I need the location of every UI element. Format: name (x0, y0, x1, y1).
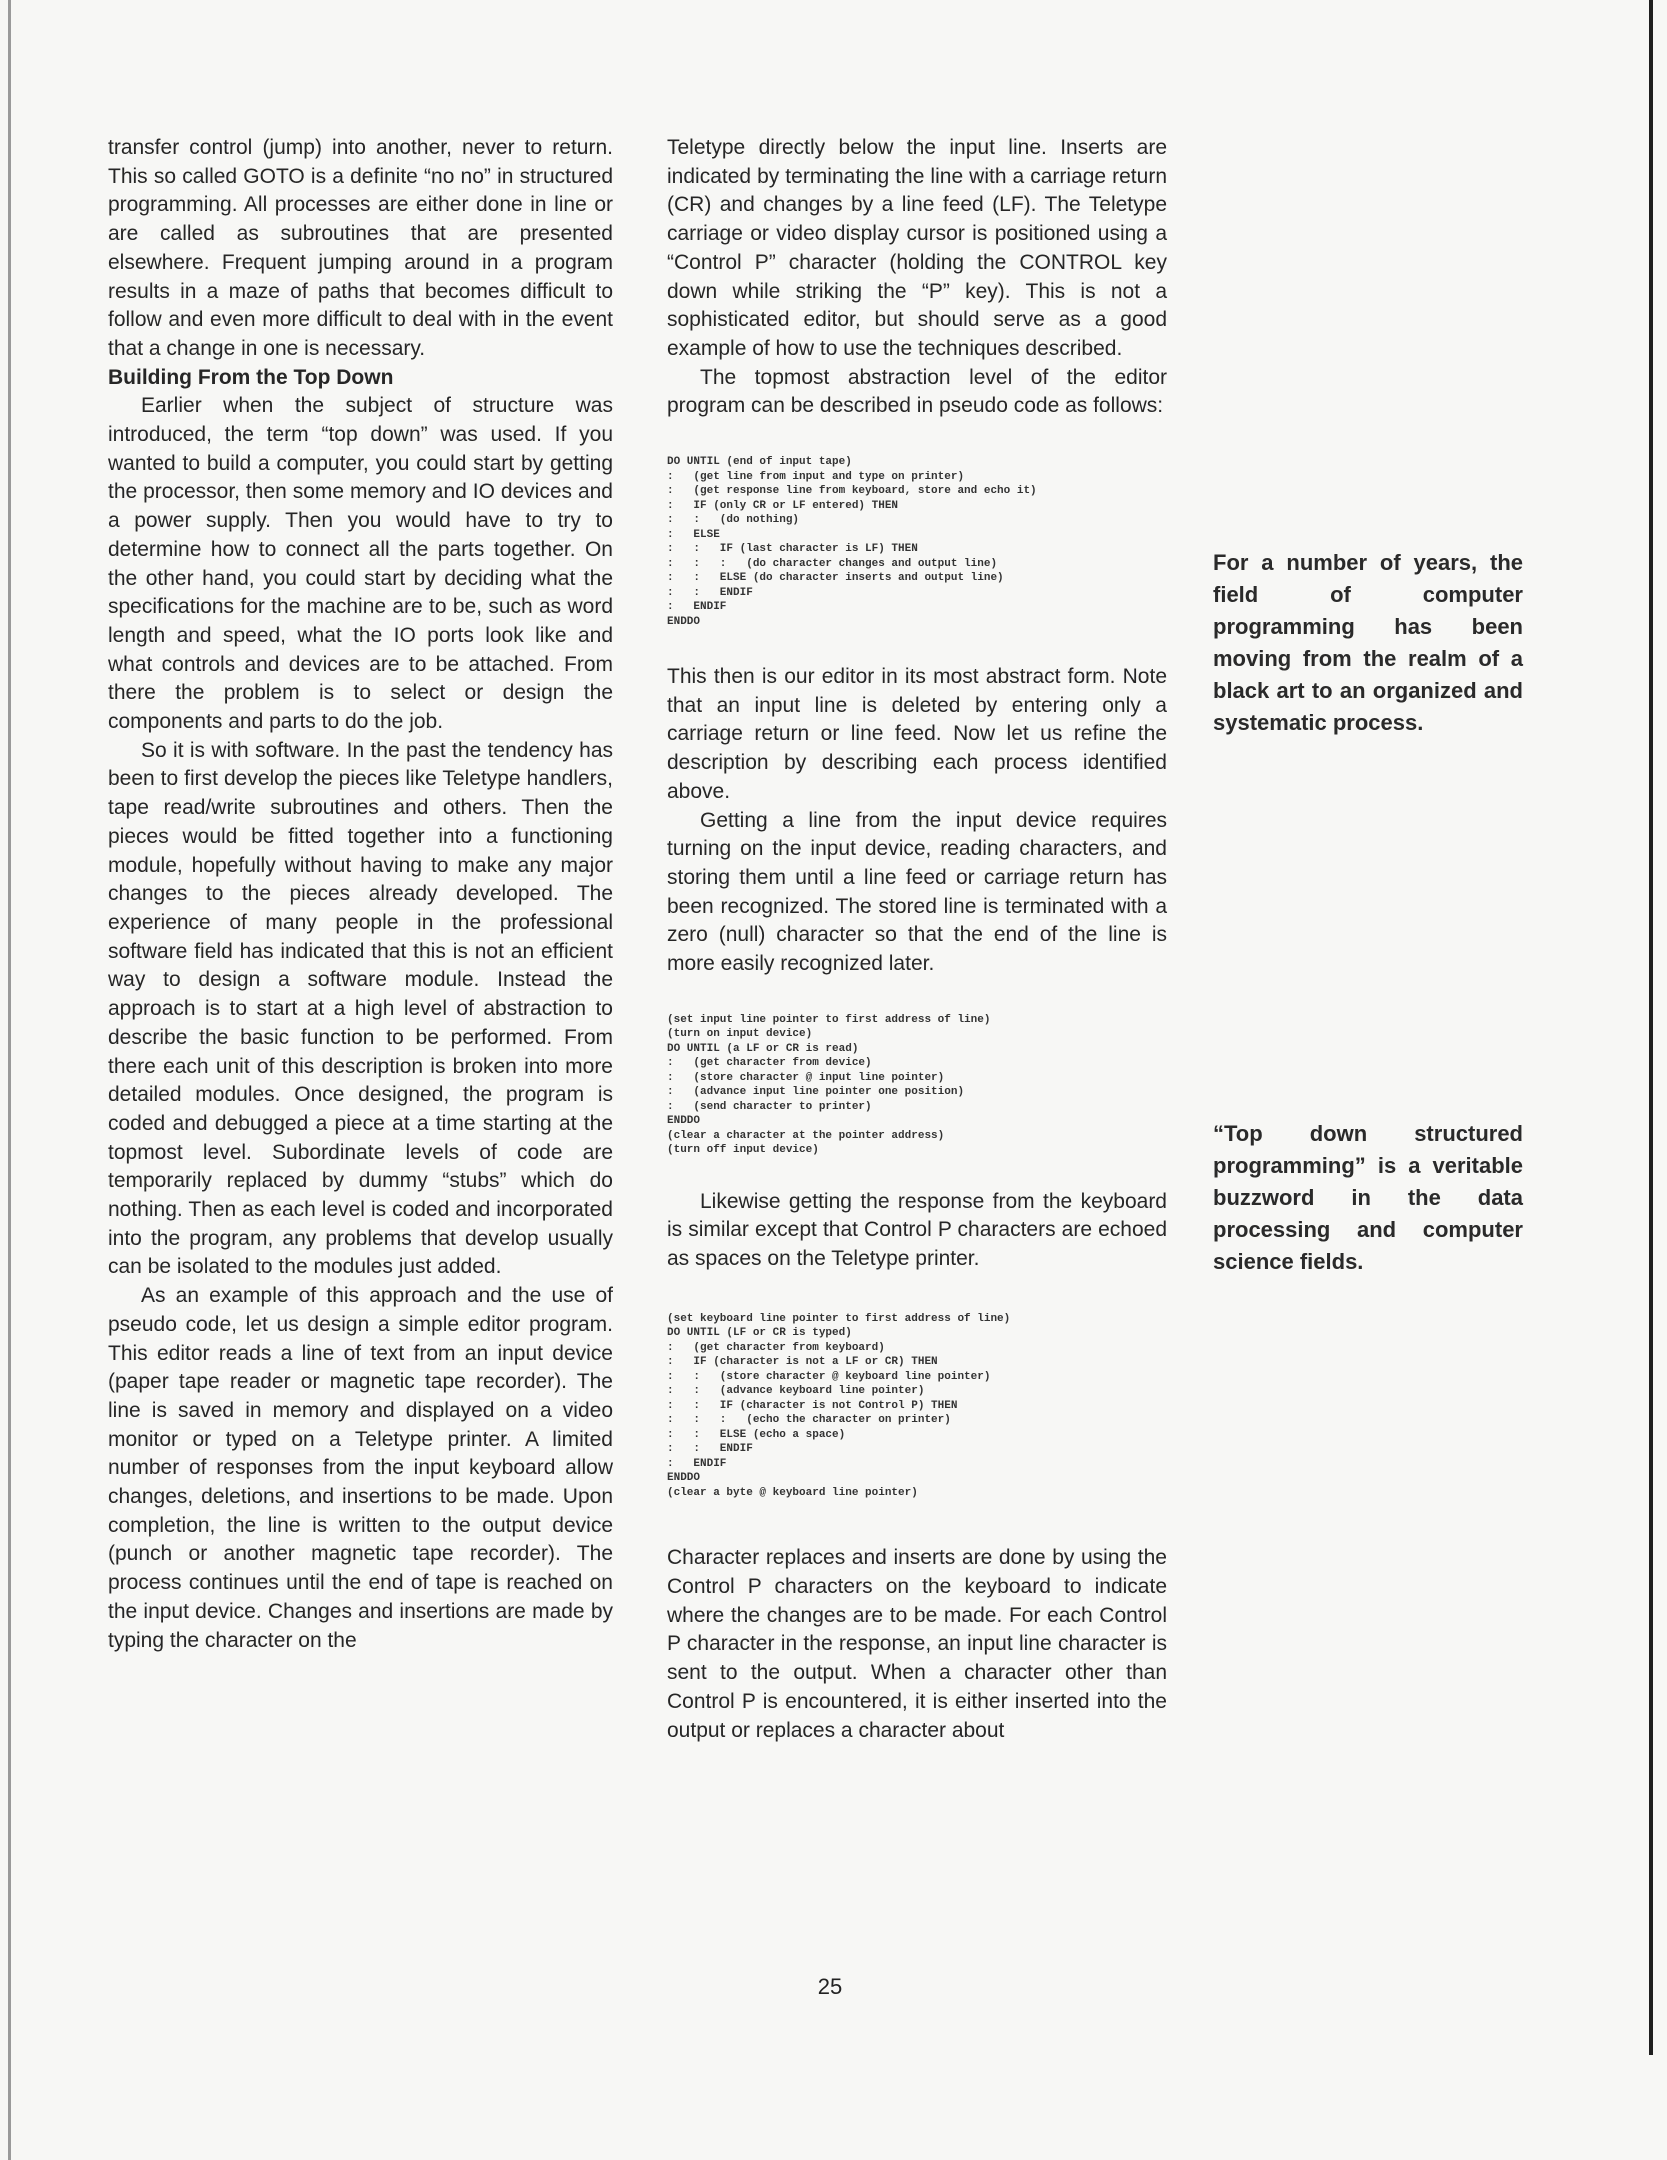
paragraph: transfer control (jump) into another, never to return. This so called GOTO is a definite “no no” in structured programming. All processes are either done in line or are called as subroutines that are presented elsewhere. Frequent jumping around in a program results in a maze of paths that becomes difficult to follow and even more difficult to deal with in the event that a change in one is necessary. (108, 136, 613, 360)
paragraph: Likewise getting the response from the keyboard is similar except that Control P characters are echoed as spaces on the Teletype printer. (667, 1189, 1167, 1271)
pseudo-code-block: (set keyboard line pointer to first address of line) DO UNTIL (LF or CR is typed) : (get character from keyboard) : IF (character is not a LF or CR) THEN : : (store character @ keyboard line pointer) : : (advance keyboard line pointer) : : IF (character is not Control P) THEN : : : (echo the character on printer) : : ELSE (echo a space) : : ENDIF : ENDIF ENDDO (clear a byte @ keyboard line pointer) (667, 1312, 1011, 1499)
pseudo-code-block: DO UNTIL (end of input tape) : (get line from input and type on printer) : (get response line from keyboard, store and echo it) : IF (only CR or LF entered) THEN : : (do nothing) : ELSE : : IF (last character is LF) THEN : : : (do character changes and output line) : : ELSE (do character inserts and output line) : : ENDIF : ENDIF ENDDO (667, 456, 1037, 628)
page-number: 25 (817, 1974, 843, 1999)
pseudo-code-block: (set input line pointer to first address of line) (turn on input device) DO UNTIL (a LF or CR is read) : (get character from device) : (store character @ input line pointer) : (advance input line pointer one position) : (send character to printer) ENDDO (clear a character at the pointer address) (turn off input device) (667, 1013, 991, 1157)
paragraph: This then is our editor in its most abstract form. Note that an input line is deleted by entering only a carriage return or line feed. Now let us refine the description by describing each process identified above. (667, 665, 1167, 803)
paragraph: Earlier when the subject of structure was introduced, the term “top down” was used. If you wanted to build a computer, you could start by getting the processor, then some memory and IO devices and a power supply. Then you would have to try to determine how to connect all the parts together. On the other hand, you could start by deciding what the specifications for the machine are to be, such as word length and speed, what the IO ports look like and what controls and devices are to be attached. From there the problem is to select or design the components and parts to do the job. (108, 394, 613, 734)
paragraph: Getting a line from the input device requires turning on the input device, reading characters, and storing them until a line feed or carriage return has been recognized. The stored line is terminated with a zero (null) character so that the end of the line is more easily recognized later. (667, 808, 1167, 976)
page-edge-right (1649, 0, 1653, 2055)
paragraph: So it is with software. In the past the tendency has been to first develop the pieces like Teletype handlers, tape read/write subroutines and others. Then the pieces would be fitted together into a functioning module, hopefully without having to make any major changes to the pieces already developed. The experience of many people in the professional software field has indicated that this is not an efficient way to design a software module. Instead the approach is to start at a high level of abstraction to describe the basic function to be performed. From there each unit of this description is broken into more detailed modules. Once designed, the program is coded and debugged a piece at a time starting at the topmost level. Subordinate levels of code are temporarily replaced by dummy “stubs” which do nothing. Then as each level is coded and incorporated into the program, any problems that develop usually can be isolated to the modules just added. (108, 738, 613, 1279)
pull-quote: For a number of years, the field of computer programming has been moving from the realm of a black art to an organized and systematic process. (1213, 550, 1523, 735)
paragraph: As an example of this approach and the use of pseudo code, let us design a simple editor program. This editor reads a line of text from an input device (paper tape reader or magnetic tape recorder). The line is saved in memory and displayed on a video monitor or typed on a Teletype printer. A limited number of responses from the input keyboard allow changes, deletions, and insertions to be made. Upon completion, the line is written to the output device (punch or another magnetic tape recorder). The process continues until the end of tape is reached on the input device. Changes and insertions are made by typing the character on the (108, 1284, 613, 1652)
paragraph: Teletype directly below the input line. Inserts are indicated by terminating the line with a carriage return (CR) and changes by a line feed (LF). The Teletype carriage or video display cursor is positioned using a “Control P” character (holding the CONTROL key down while striking the “P” key). This is not a sophisticated editor, but should serve as a good example of how to use the techniques described. (667, 136, 1167, 360)
middle-column (667, 134, 1167, 1745)
page-edge-left (8, 0, 11, 2160)
left-column (108, 134, 613, 1655)
paragraph: Character replaces and inserts are done by using the Control P characters on the keyboard to indicate where the changes are to be made. For each Control P character in the response, an input line character is sent to the output. When a character other than Control P is encountered, it is either inserted into the output or replaces a character about (667, 1546, 1167, 1742)
paragraph: The topmost abstraction level of the editor program can be described in pseudo code as follows: (667, 365, 1167, 418)
section-heading: Building From the Top Down (108, 365, 394, 389)
pull-quote: “Top down structured programming” is a veritable buzzword in the data processing and computer science fields. (1213, 1121, 1523, 1274)
